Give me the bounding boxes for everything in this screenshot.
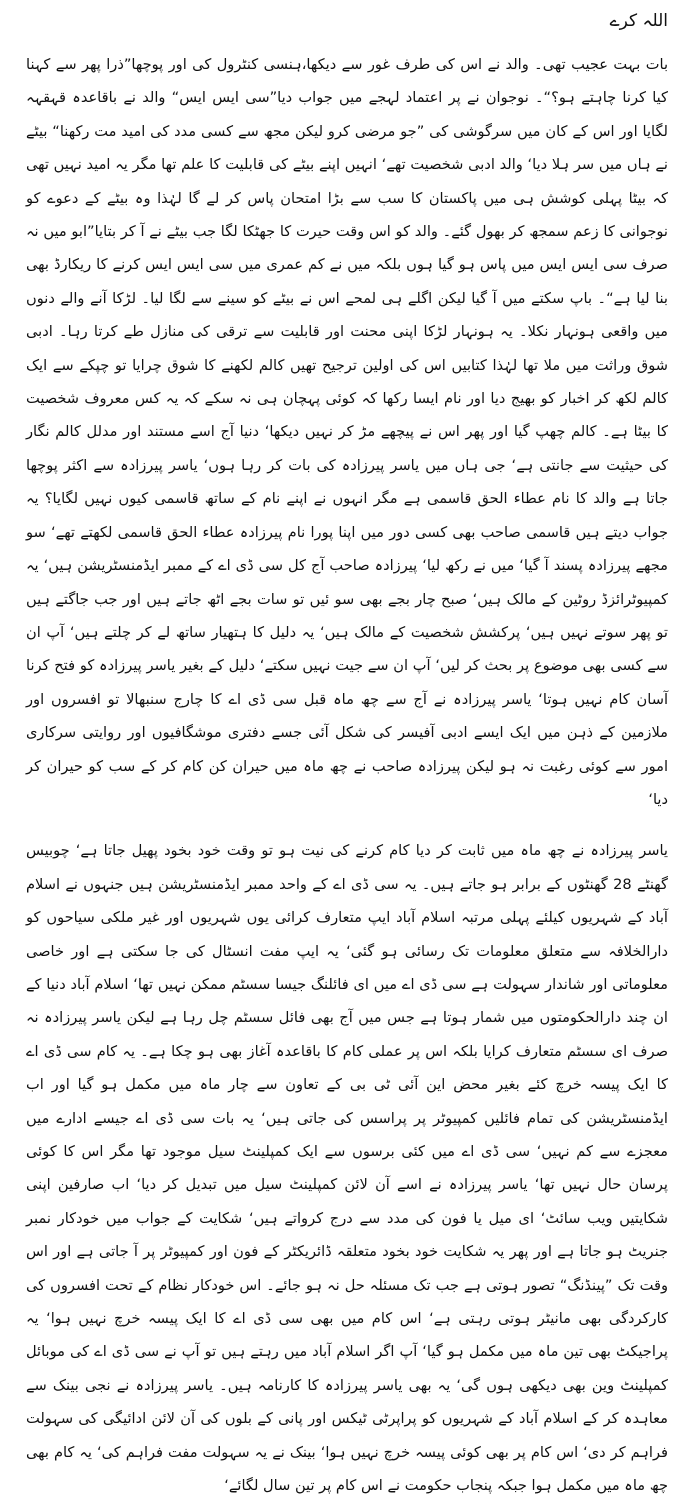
- paragraph-1: بات بہت عجیب تھی۔ والد نے اس کی طرف غور سے دیکھا،ہنسی کنٹرول کی اور پوچھا”ذرا پھر سے کہنا کیا کرنا چاہتے ہو؟“۔ نوجوان نے پر اعتماد لہجے میں جواب دیا”سی ایس ایس“ والد نے باقاعدہ قہقہہ لگایا اور اس کے کان میں سرگوشی کی ”جو مرضی کرو لیکن مجھ سے کسی مدد کی امید مت رکھنا“ بیٹے نے ہاں میں سر ہلا دیا‘ والد ادبی شخصیت تھے‘ انہیں اپنے بیٹے کی قابلیت کا علم تھا مگر یہ امید نہیں تھی کہ بیٹا پہلی کوشش ہی میں پاکستان کا سب سے بڑا امتحان پاس کر لے گا لہٰذا وہ بیٹے کے دعوے کو نوجوانی کا زعم سمجھ کر بھول گئے۔ والد کو اس وقت حیرت کا جھٹکا لگا جب بیٹے نے آ کر بتایا”ابو میں نہ صرف سی ایس ایس میں پاس ہو گیا ہوں بلکہ میں نے کم عمری میں سی ایس ایس کرنے کا ریکارڈ بھی بنا لیا ہے“۔ باپ سکتے میں آ گیا لیکن اگلے ہی لمحے اس نے بیٹے کو سینے سے لگا لیا۔ لڑکا آنے والے دنوں میں واقعی ہونہار نکلا۔ یہ ہونہار لڑکا اپنی محنت اور قابلیت سے ترقی کی منازل طے کرتا رہا۔ ادبی شوق وراثت میں ملا تھا لہٰذا کتابیں اس کی اولین ترجیح تھیں کالم لکھنے کا شوق چرایا تو چپکے سے ایک کالم لکھ کر اخبار کو بھیج دیا اور نام ایسا رکھا کہ کوئی پہچان ہی نہ سکے کہ یہ کس معروف شخصیت کا بیٹا ہے۔ کالم چھپ گیا اور پھر اس نے پیچھے مڑ کر نہیں دیکھا‘ دنیا آج اسے مستند اور مدلل کالم نگار کی حیثیت سے جانتی ہے‘ جی ہاں میں یاسر پیرزادہ کی بات کر رہا ہوں‘ یاسر پیرزادہ سے اکثر پوچھا جاتا ہے والد کا نام عطاء الحق قاسمی ہے مگر انہوں نے اپنے نام کے ساتھ قاسمی کیوں نہیں لگایا؟ یہ جواب دیتے ہیں قاسمی صاحب بھی کسی دور میں اپنا پورا نام پیرزادہ عطاء الحق قاسمی لکھتے تھے‘ سو مجھے پیرزادہ پسند آ گیا‘ میں نے رکھ لیا‘ پیرزادہ صاحب آج کل سی ڈی اے کے ممبر ایڈمنسٹریشن ہیں‘ یہ کمپیوٹرائزڈ روٹین کے مالک ہیں‘ صبح چار بجے بھی سو ئیں تو سات بجے اٹھ جاتے ہیں اور جب جاگتے ہیں تو پھر سوتے نہیں ہیں‘ پرکشش شخصیت کے مالک ہیں‘ یہ دلیل کا ہتھیار ساتھ لے کر چلتے ہیں‘ آپ ان سے کسی بھی موضوع پر بحث کر لیں‘ آپ ان سے جیت نہیں سکتے‘ دلیل کے بغیر یاسر پیرزادہ کو فتح کرنا آسان کام نہیں ہوتا‘ یاسر پیرزادہ نے آج سے چھ ماہ قبل سی ڈی اے کا چارج سنبھالا تو افسروں اور ملازمین کے ذہن میں ایک ایسے ادبی آفیسر کی شکل آئی جسے دفتری موشگافیوں اور روایتی سرکاری امور سے کوئی رغبت نہ ہو لیکن پیرزادہ صاحب نے چھ ماہ میں حیران کن کام کر کے سب کو حیران کر دیا‘: [26, 56, 668, 808]
- paragraph-2: یاسر پیرزادہ نے چھ ماہ میں ثابت کر دیا کام کرنے کی نیت ہو تو وقت خود بخود پھیل جاتا ہے‘ چوبیس گھنٹے 28 گھنٹوں کے برابر ہو جاتے ہیں۔ یہ سی ڈی اے کے واحد ممبر ایڈمنسٹریشن ہیں جنہوں نے اسلام آباد کے شہریوں کیلئے پہلی مرتبہ اسلام آباد ایپ متعارف کرائی یوں شہریوں اور غیر ملکی سیاحوں کو دارالخلافہ سے متعلق معلومات تک رسائی ہو گئی‘ یہ ایپ مفت انسٹال کی جا سکتی ہے اور خاصی معلوماتی اور شاندار سہولت ہے سی ڈی اے میں ای فائلنگ جیسا سسٹم ممکن نہیں تھا‘ اسلام آباد دنیا کے ان چند دارالحکومتوں میں شمار ہوتا ہے جس میں آج بھی فائل سسٹم چل رہا ہے لیکن یاسر پیرزادہ نہ صرف ای سسٹم متعارف کرایا بلکہ اس پر عملی کام کا باقاعدہ آغاز بھی ہو چکا ہے۔ یہ کام سی ڈی اے کا ایک پیسہ خرچ کئے بغیر محض این آئی ٹی بی کے تعاون سے چار ماہ میں مکمل ہو گیا اور اب ایڈمنسٹریشن کی تمام فائلیں کمپیوٹر پر پراسس کی جاتی ہیں‘ یہ بات سی ڈی اے جیسے ادارے میں معجزے سے کم نہیں‘ سی ڈی اے میں کئی برسوں سے ایک کمپلینٹ سیل موجود تھا مگر اس کا کوئی پرسان حال نہیں تھا‘ یاسر پیرزادہ نے اسے آن لائن کمپلینٹ سیل میں تبدیل کر دیا‘ اب صارفین اپنی شکایتیں ویب سائٹ‘ ای میل یا فون کی مدد سے درج کرواتے ہیں‘ شکایت کے جواب میں خودکار نمبر جنریٹ ہو جاتا ہے اور پھر یہ شکایت خود بخود متعلقہ ڈائریکٹر کے فون اور کمپیوٹر پر آ جاتی ہے اور اس وقت تک ”پینڈنگ“ تصور ہوتی ہے جب تک مسئلہ حل نہ ہو جائے۔ اس خودکار نظام کے تحت افسروں کی کارکردگی بھی مانیٹر ہوتی رہتی ہے‘ اس کام میں بھی سی ڈی اے کا ایک پیسہ خرچ نہیں ہوا‘ یہ پراجیکٹ بھی تین ماہ میں مکمل ہو گیا‘ آپ اگر اسلام آباد میں رہتے ہیں تو آپ نے سی ڈی اے کی موبائل کمپلینٹ وین بھی دیکھی ہوں گی‘ یہ بھی یاسر پیرزادہ کا کارنامہ ہیں۔ یاسر پیرزادہ نے نجی بینک سے معاہدہ کر کے اسلام آباد کے شہریوں کو پراپرٹی ٹیکس اور پانی کے بلوں کی آن لائن ادائیگی کی سہولت فراہم کر دی‘ اس کام پر بھی کوئی پیسہ خرچ نہیں ہوا‘ بینک نے یہ سہولت مفت فراہم کی‘ یہ کام بھی چھ ماہ میں مکمل ہوا جبکہ پنجاب حکومت نے اس کام پر تین سال لگائے‘: [26, 842, 668, 1495]
- column-title: اللہ کرے: [609, 11, 668, 31]
- paragraph-spacer: [26, 816, 668, 834]
